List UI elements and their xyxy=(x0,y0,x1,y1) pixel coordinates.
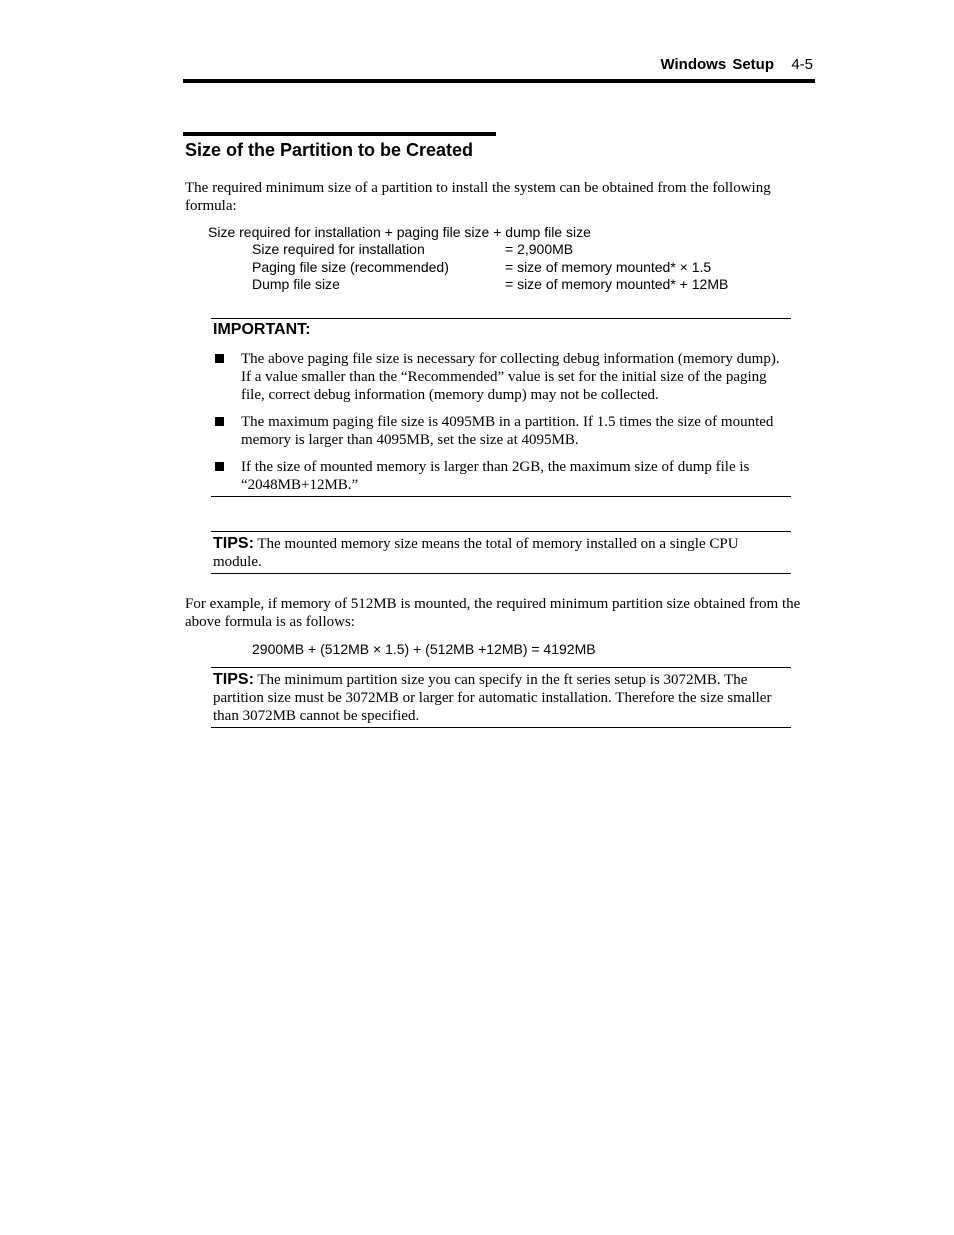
section-title: Size of the Partition to be Created xyxy=(185,140,474,160)
intro-paragraph: The required minimum size of a partition to install the system can be obtained from the following formula: xyxy=(185,180,771,214)
formula-row-label: Size required for installation xyxy=(252,241,425,257)
page-header xyxy=(183,55,815,77)
formula-row-label: Dump file size xyxy=(252,276,340,292)
important-label: IMPORTANT: xyxy=(213,321,311,338)
important-item: If the size of mounted memory is larger than 2GB, the maximum size of dump file is “2048MB+12MB.” xyxy=(241,459,750,493)
tips-text: The mounted memory size means the total of memory installed on a single CPU module. xyxy=(213,536,739,570)
bullet-icon xyxy=(215,354,224,363)
tips-top-rule xyxy=(211,531,791,532)
important-item: The maximum paging file size is 4095MB in a partition. If 1.5 times the size of mounted memory is larger than 4095MB, set the size at 4095MB. xyxy=(241,414,774,448)
page-number: 4-5 xyxy=(791,56,813,73)
header-rule xyxy=(183,79,815,83)
tips-top-rule xyxy=(211,667,791,668)
important-bottom-rule xyxy=(211,496,791,497)
formula-row-value: = size of memory mounted* × 1.5 xyxy=(505,259,712,275)
tips-label: TIPS: xyxy=(213,535,254,552)
formula-main: Size required for installation + paging file size + dump file size xyxy=(208,224,591,240)
tips-note xyxy=(213,535,785,571)
bullet-icon xyxy=(215,462,224,471)
header-title: Windows Setup xyxy=(660,56,774,73)
formula-row-value: = 2,900MB xyxy=(505,241,574,257)
important-top-rule xyxy=(211,318,791,319)
formula-row-label: Paging file size (recommended) xyxy=(252,259,449,275)
tips-bottom-rule xyxy=(211,727,791,728)
example-formula: 2900MB + (512MB × 1.5) + (512MB +12MB) = 4192MB xyxy=(252,641,596,657)
example-paragraph: For example, if memory of 512MB is mounted, the required minimum partition size obtained from the above formula is as follows: xyxy=(185,596,801,630)
formula-row-value: = size of memory mounted* + 12MB xyxy=(505,276,729,292)
bullet-icon xyxy=(215,417,224,426)
important-item: The above paging file size is necessary for collecting debug information (memory dump). If a value smaller than the “Recommended” value is set for the initial size of the paging file, correct debug information (memory dump) may not be collected. xyxy=(241,351,780,403)
tips-label: TIPS: xyxy=(213,671,254,688)
section-rule xyxy=(183,132,496,136)
tips-text: The minimum partition size you can specify in the ft series setup is 3072MB. The partition size must be 3072MB or larger for automatic installation. Therefore the size smaller than 3072MB cannot be specified. xyxy=(213,672,772,724)
tips-bottom-rule xyxy=(211,573,791,574)
tips-note xyxy=(213,671,785,725)
